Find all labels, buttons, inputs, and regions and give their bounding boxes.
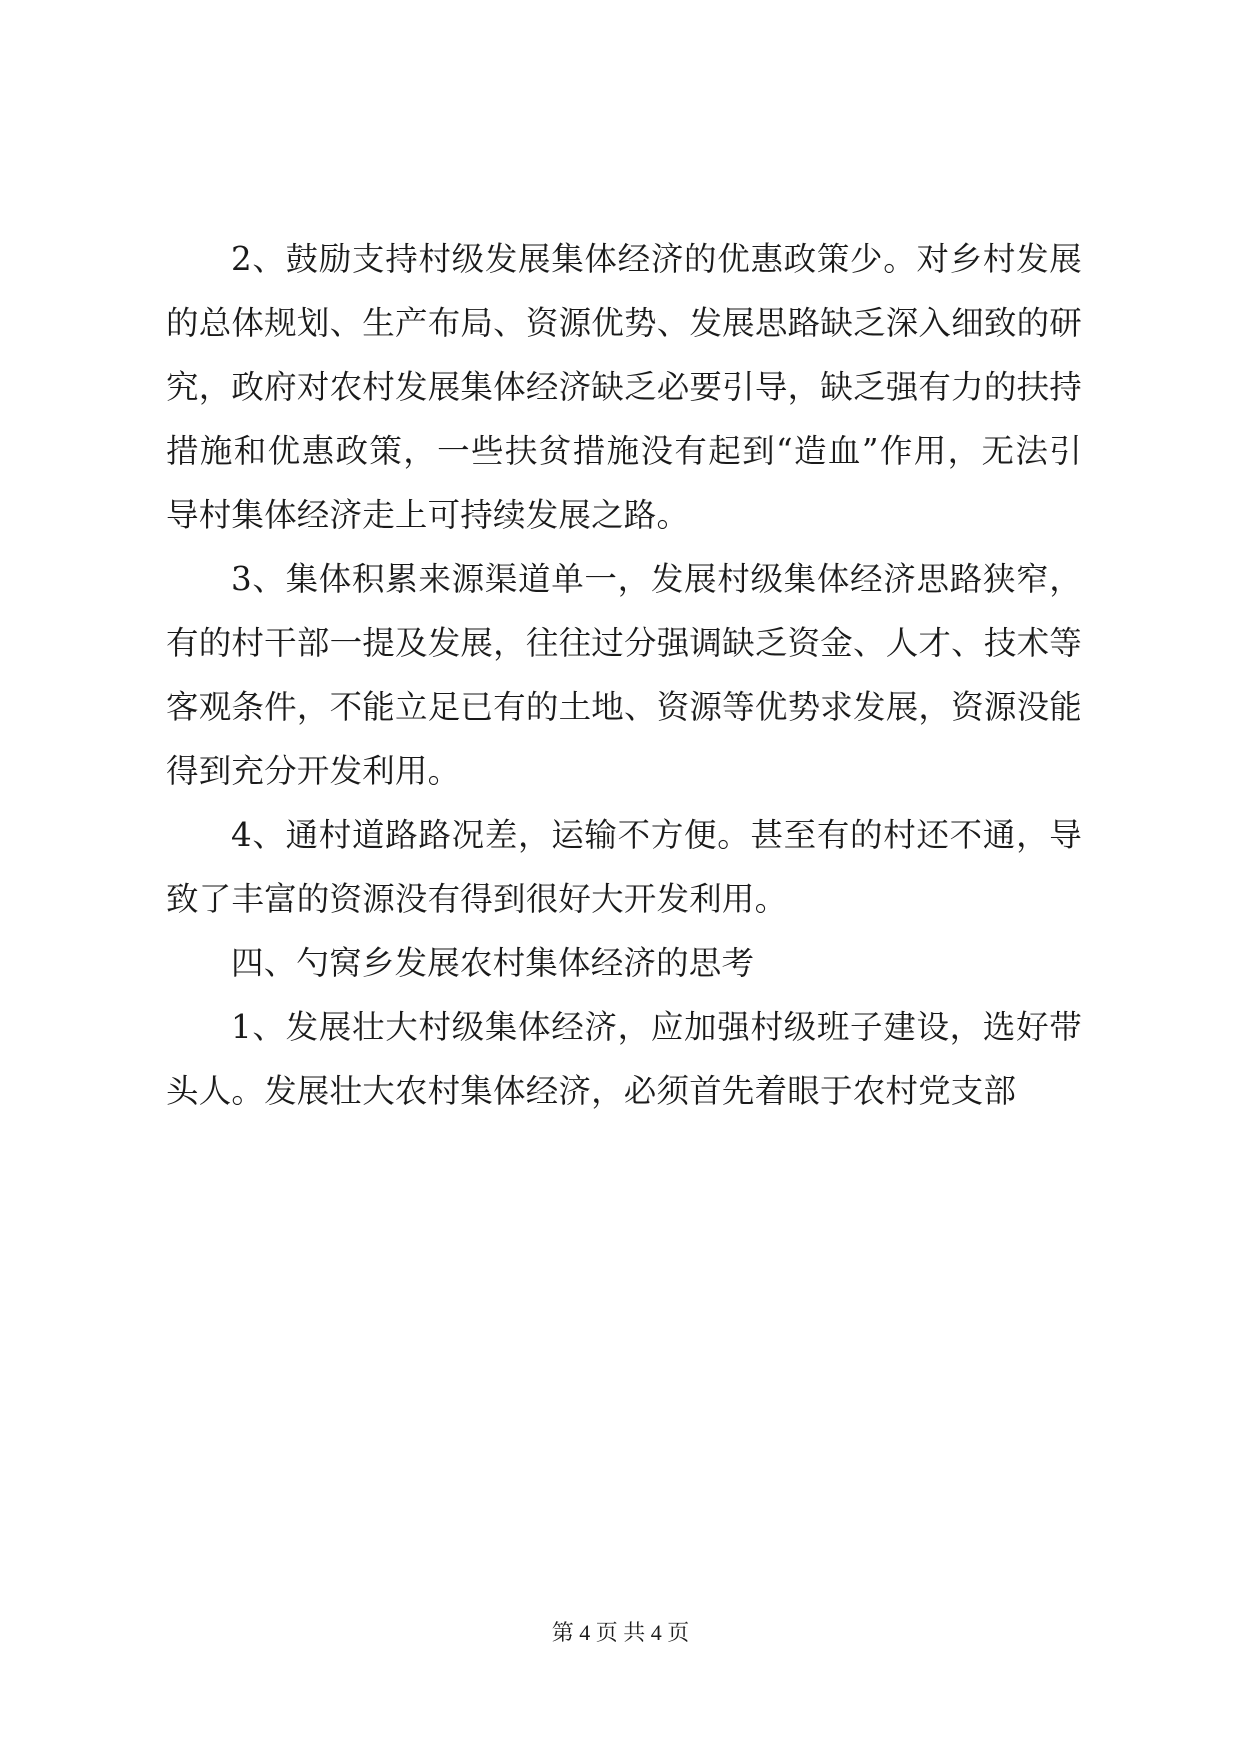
document-body [166, 227, 1082, 1123]
page-number-footer: 第 4 页 共 4 页 [551, 1620, 690, 1645]
paragraph-road-conditions: 4、通村道路路况差，运输不方便。甚至有的村还不通，导致了丰富的资源没有得到很好大开发利用。 [166, 816, 1082, 918]
paragraph-policy-shortage: 2、鼓励支持村级发展集体经济的优惠政策少。对乡村发展的总体规划、生产布局、资源优势、发展思路缺乏深入细致的研究，政府对农村发展集体经济缺乏必要引导，缺乏强有力的扶持措施和优惠政策，一些扶贫措施没有起到“造血”作用，无法引导村集体经济走上可持续发展之路。 [166, 240, 1082, 534]
paragraph-accumulation-channel: 3、集体积累来源渠道单一，发展村级集体经济思路狭窄，有的村干部一提及发展，往往过分强调缺乏资金、人才、技术等客观条件，不能立足已有的土地、资源等优势求发展，资源没能得到充分开发利用。 [166, 560, 1082, 790]
paragraph-leadership: 1、发展壮大村级集体经济，应加强村级班子建设，选好带头人。发展壮大农村集体经济，必须首先着眼于农村党支部 [166, 1008, 1082, 1110]
section-heading: 四、勺窝乡发展农村集体经济的思考 [231, 944, 755, 982]
